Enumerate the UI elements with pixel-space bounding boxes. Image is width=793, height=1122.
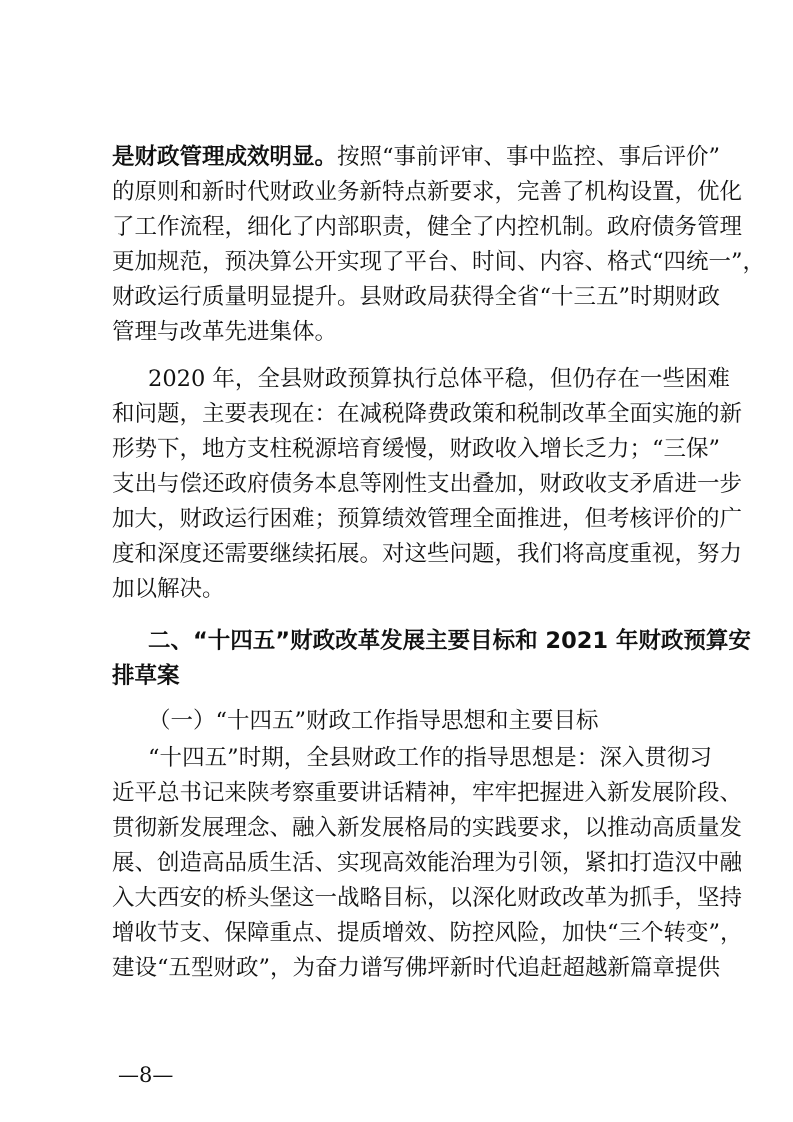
para3-line5: 入大西安的桥头堡这一战略目标，以深化财政改革为抓手，坚持 [112, 885, 743, 911]
para3-line2: 近平总书记来陕考察重要讲话精神，牢牢把握进入新发展阶段、 [112, 780, 743, 806]
para2-line3: 形势下，地方支柱税源培育缓慢，财政收入增长乏力；“三保” [112, 436, 721, 462]
subheading-1: （一）“十四五”财政工作指导思想和主要目标 [148, 708, 599, 734]
para2-line1: 2020 年，全县财政预算执行总体平稳，但仍存在一些困难 [148, 366, 730, 392]
section-heading-line1: 二、“十四五”财政改革发展主要目标和 2021 年财政预算安 [148, 628, 751, 654]
para1-line2: 的原则和新时代财政业务新特点新要求，完善了机构设置，优化 [112, 179, 743, 205]
para3-line4: 展、创造高品质生活、实现高效能治理为引领，紧扣打造汉中融 [112, 850, 743, 876]
para1-line3: 了工作流程，细化了内部职责，健全了内控机制。政府债务管理 [112, 214, 743, 240]
para3-line6: 增收节支、保障重点、提质增效、防控风险，加快“三个转变”， [112, 920, 743, 946]
para2-line7: 加以解决。 [112, 576, 225, 602]
para1-line4: 更加规范，预决算公开实现了平台、时间、内容、格式“四统一”， [112, 249, 766, 275]
para2-line2: 和问题，主要表现在：在减税降费政策和税制改革全面实施的新 [112, 401, 743, 427]
para2-line5: 加大，财政运行困难；预算绩效管理全面推进，但考核评价的广 [112, 506, 743, 532]
para1-line5: 财政运行质量明显提升。县财政局获得全省“十三五”时期财政 [112, 284, 721, 310]
para3-line7: 建设“五型财政”，为奋力谱写佛坪新时代追赶超越新篇章提供 [112, 955, 721, 981]
section-heading-line2: 排草案 [112, 663, 180, 689]
para2-line6: 度和深度还需要继续拓展。对这些问题，我们将高度重视，努力 [112, 541, 743, 567]
para3-line1: “十四五”时期，全县财政工作的指导思想是：深入贯彻习 [148, 745, 712, 771]
para1-line1-rest: 按照“事前评审、事中监控、事后评价” [337, 144, 721, 170]
page-number: —8— [118, 1063, 174, 1087]
para1-line1 [112, 140, 721, 174]
para3-line3: 贯彻新发展理念、融入新发展格局的实践要求，以推动高质量发 [112, 815, 743, 841]
para2-line4: 支出与偿还政府债务本息等刚性支出叠加，财政收支矛盾进一步 [112, 471, 743, 497]
para1-lead-bold: 是财政管理成效明显。 [112, 144, 338, 170]
para1-line6: 管理与改革先进集体。 [112, 319, 338, 345]
